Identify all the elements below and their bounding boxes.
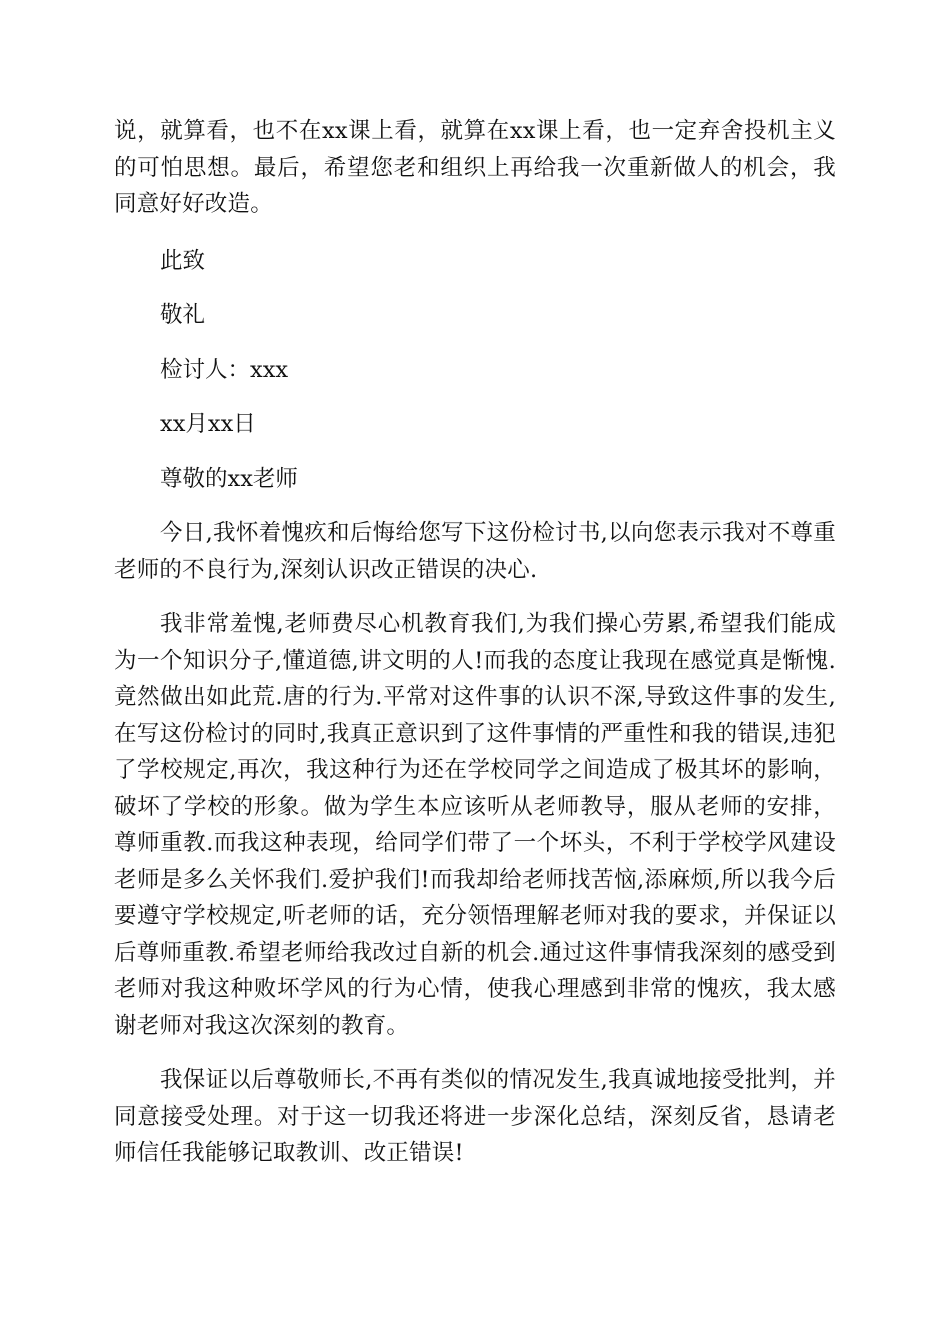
body-paragraph-2: 我非常羞愧,老师费尽心机教育我们,为我们操心劳累,希望我们能成为一个知识分子,懂道德,讲文明的人!而我的态度让我现在感觉真是惭愧.竟然做出如此荒.唐的行为.平常对这件事的认识不深,导致这件事的发生,在写这份检讨的同时,我真正意识到了这件事情的严重性和我的错误,违犯了学校规定,再次，我这种行为还在学校同学之间造成了极其坏的影响，破坏了学校的形象。做为学生本应该听从老师教导，服从老师的安排，尊师重教.而我这种表现，给同学们带了一个坏头，不利于学校学风建设老师是多么关怀我们.爱护我们!而我却给老师找苦恼,添麻烦,所以我今后要遵守学校规定,听老师的话，充分领悟理解老师对我的要求，并保证以后尊师重教.希望老师给我改过自新的机会.通过这件事情我深刻的感受到老师对我这种败坏学风的行为心情，使我心理感到非常的愧疚，我太感谢老师对我这次深刻的教育。 <box>114 611 836 1039</box>
closing-line-2: 敬礼 <box>160 302 206 328</box>
continuation-paragraph: 说，就算看，也不在xx课上看，就算在xx课上看，也一定弃舍投机主义的可怕思想。最后，希望您老和组织上再给我一次重新做人的机会，我同意好好改造。 <box>114 118 836 217</box>
body-paragraph-3: 我保证以后尊敬师长,不再有类似的情况发生,我真诚地接受批判，并同意接受处理。对于这一切我还将进一步深化总结，深刻反省，恳请老师信任我能够记取教训、改正错误! <box>114 1067 836 1166</box>
body-paragraph-1: 今日,我怀着愧疚和后悔给您写下这份检讨书,以向您表示我对不尊重老师的不良行为,深刻认识改正错误的决心. <box>114 520 836 583</box>
signer-line: 检讨人：xxx <box>160 356 289 383</box>
closing-line-1: 此致 <box>160 247 206 274</box>
salutation-line: 尊敬的xx老师 <box>160 465 298 492</box>
date-line: xx月xx日 <box>160 411 256 437</box>
document-page <box>114 113 836 1190</box>
